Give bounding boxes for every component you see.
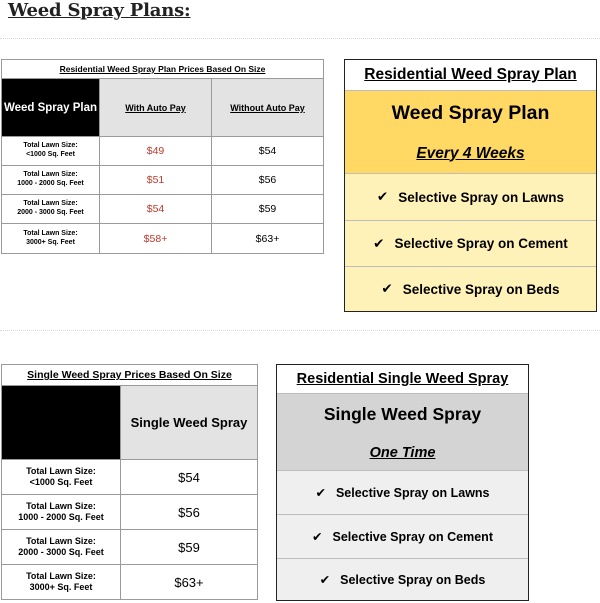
check-icon: ✔	[373, 235, 385, 251]
row-label-line2: <1000 Sq. Feet	[26, 151, 75, 158]
single-card	[276, 364, 529, 601]
single-price: $56	[120, 494, 258, 530]
single-price: $54	[120, 459, 258, 495]
single-card-title: Residential Single Weed Spray	[277, 365, 528, 393]
no-auto-pay-price: $63+	[211, 223, 324, 254]
table-row-label	[1, 223, 100, 254]
page-title: Weed Spray Plans:	[8, 0, 191, 21]
single-card-heading: Single Weed Spray	[323, 403, 482, 424]
feature-label: Selective Spray on Beds	[402, 281, 560, 297]
row-label-line1: Total Lawn Size:	[23, 229, 78, 237]
row-label-line1: Total Lawn Size:	[26, 535, 96, 546]
no-auto-pay-price: $59	[211, 194, 324, 224]
table-row-label	[1, 194, 100, 224]
single-frequency: One Time	[369, 444, 436, 461]
check-icon: ✔	[381, 281, 393, 296]
row-label-line1: Total Lawn Size:	[23, 200, 78, 208]
row-label-line1: Total Lawn Size:	[23, 171, 78, 179]
feature-item	[345, 173, 596, 220]
row-label-line1: Total Lawn Size:	[26, 465, 96, 476]
auto-pay-price: $54	[99, 194, 212, 224]
feature-label: Selective Spray on Beds	[340, 572, 486, 587]
feature-label: Selective Spray on Lawns	[335, 485, 490, 500]
feature-item	[277, 558, 528, 600]
check-icon: ✔	[315, 486, 326, 500]
row-label-line1: Total Lawn Size:	[26, 570, 96, 581]
feature-item	[345, 266, 596, 311]
check-icon: ✔	[376, 189, 389, 204]
feature-label: Selective Spray on Cement	[332, 529, 493, 544]
plan-card	[344, 59, 597, 312]
row-label-line1: Total Lawn Size:	[23, 142, 78, 150]
single-card-header	[277, 393, 528, 470]
feature-item	[345, 220, 596, 266]
single-price: $63+	[120, 564, 258, 600]
feature-label: Selective Spray on Cement	[394, 236, 568, 251]
plan-card-heading: Weed Spray Plan	[391, 101, 550, 124]
no-auto-pay-price: $54	[211, 136, 324, 166]
table-row-label	[1, 165, 100, 195]
row-label-line2: 2000 - 3000 Sq. Feet	[17, 209, 84, 216]
table-row-label	[1, 136, 100, 166]
plan-card-title: Residential Weed Spray Plan	[345, 60, 596, 90]
auto-pay-price: $51	[99, 165, 212, 195]
feature-item	[277, 470, 528, 514]
single-price: $59	[120, 529, 258, 565]
row-label-line2: 3000+ Sq. Feet	[29, 582, 93, 592]
feature-label: Selective Spray on Lawns	[398, 189, 565, 205]
check-icon: ✔	[312, 530, 323, 544]
divider-top	[0, 38, 600, 39]
single-table-caption: Single Weed Spray Prices Based On Size	[1, 364, 258, 386]
auto-pay-price: $49	[99, 136, 212, 166]
row-label-line1: Total Lawn Size:	[26, 500, 96, 511]
single-black-header	[1, 385, 121, 460]
row-label-line2: 2000 - 3000 Sq. Feet	[18, 547, 104, 557]
table-row-label	[1, 459, 121, 495]
check-icon: ✔	[319, 573, 331, 587]
no-auto-pay-price: $56	[211, 165, 324, 195]
auto-pay-price: $58+	[99, 223, 212, 254]
single-col-header: Single Weed Spray	[120, 385, 258, 460]
auto-pay-col-header: With Auto Pay	[99, 78, 212, 137]
row-label-line2: 3000+ Sq. Feet	[26, 238, 75, 246]
plan-frequency: Every 4 Weeks	[416, 144, 525, 162]
row-label-line2: 1000 - 2000 Sq. Feet	[18, 512, 104, 522]
row-label-line2: 1000 - 2000 Sq. Feet	[17, 180, 84, 187]
feature-item	[277, 514, 528, 558]
table-row-label	[1, 564, 121, 600]
plan-col-header: Weed Spray Plan	[1, 78, 100, 137]
plan-card-header	[345, 90, 596, 173]
no-auto-pay-col-header: Without Auto Pay	[211, 78, 324, 137]
table-row-label	[1, 529, 121, 565]
table-row-label	[1, 494, 121, 530]
divider-middle	[0, 330, 600, 331]
row-label-line2: <1000 Sq. Feet	[29, 477, 93, 487]
plan-table-caption: Residential Weed Spray Plan Prices Based On Size	[1, 59, 324, 79]
